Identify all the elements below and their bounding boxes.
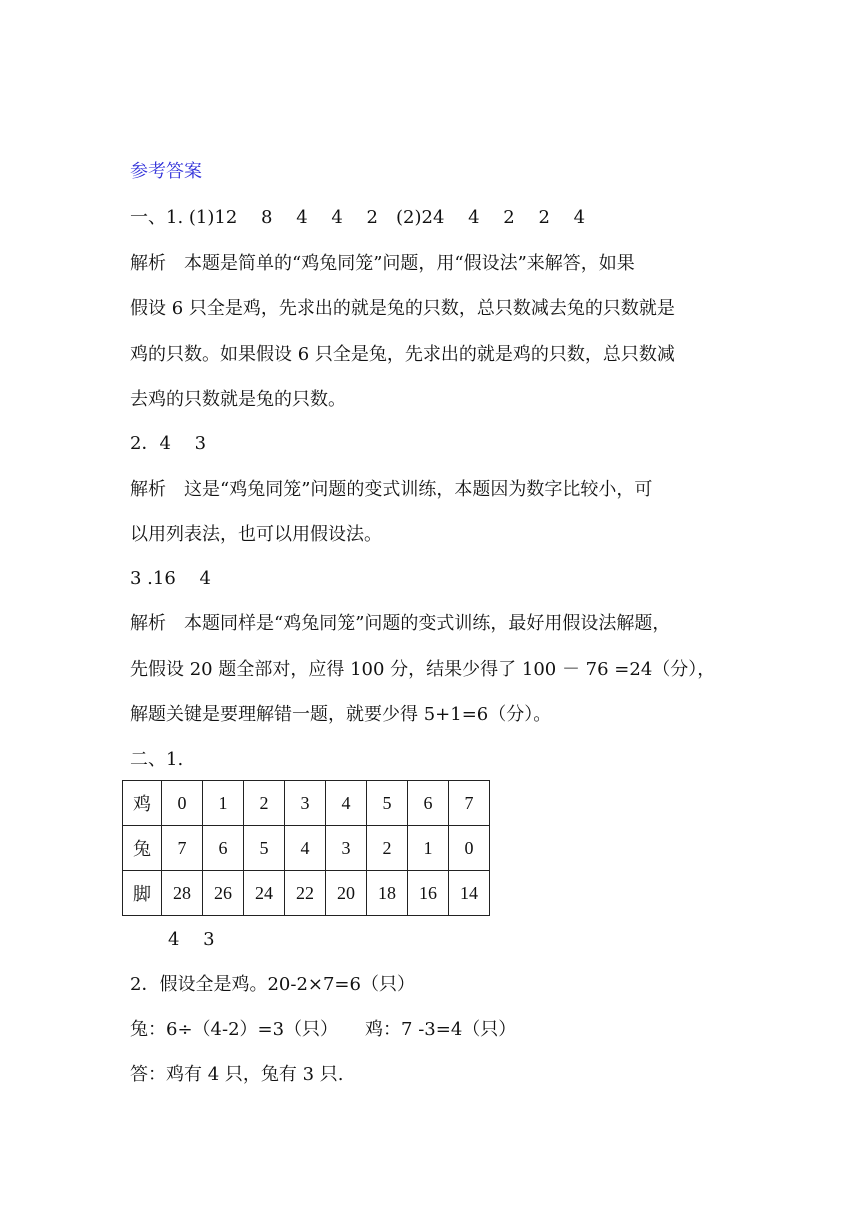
table-cell: 20 <box>326 871 367 916</box>
chicken-rabbit-table <box>122 780 490 916</box>
table-cell: 0 <box>162 781 203 826</box>
q3-analysis-line: 解题关键是要理解错一题，就要少得 5+1=6（分）。 <box>130 704 552 725</box>
q2-answer: 2．4 3 <box>130 433 207 454</box>
table-answer: 4 3 <box>168 929 215 950</box>
table-row <box>123 781 490 826</box>
table-cell: 6 <box>203 826 244 871</box>
page-title: 参考答案 <box>130 161 202 182</box>
q1-analysis-line: 假设 6 只全是鸡，先求出的就是兔的只数，总只数减去兔的只数就是 <box>130 298 675 319</box>
q1-analysis-line: 去鸡的只数就是兔的只数。 <box>130 389 346 410</box>
q3-answer: 3 .16 4 <box>130 568 211 589</box>
row-label: 脚 <box>123 871 162 916</box>
table-row <box>123 826 490 871</box>
q3-analysis-line: 先假设 20 题全部对，应得 100 分，结果少得了 100 － 76 =24（分）， <box>130 659 716 680</box>
table-cell: 16 <box>408 871 449 916</box>
row-label: 兔 <box>123 826 162 871</box>
table-cell: 4 <box>326 781 367 826</box>
table-cell: 14 <box>449 871 490 916</box>
table-cell: 3 <box>285 781 326 826</box>
table-cell: 28 <box>162 871 203 916</box>
q2-analysis-line: 以用列表法，也可以用假设法。 <box>130 524 382 545</box>
table-cell: 7 <box>449 781 490 826</box>
table-cell: 5 <box>244 826 285 871</box>
table-cell: 0 <box>449 826 490 871</box>
q2-conclusion: 答：鸡有 4 只，兔有 3 只. <box>130 1064 344 1085</box>
table-cell: 1 <box>203 781 244 826</box>
table-cell: 22 <box>285 871 326 916</box>
table-cell: 18 <box>367 871 408 916</box>
table-cell: 2 <box>244 781 285 826</box>
table-cell: 24 <box>244 871 285 916</box>
q2-solution-line: 2．假设全是鸡。20-2×7=6（只） <box>130 974 415 995</box>
table-row <box>123 871 490 916</box>
table-cell: 26 <box>203 871 244 916</box>
q1-analysis-line: 鸡的只数。如果假设 6 只全是兔，先求出的就是鸡的只数，总只数减 <box>130 344 675 365</box>
q1-answer: 一、1. (1)12 8 4 4 2 (2)24 4 2 2 4 <box>130 207 586 228</box>
table-cell: 3 <box>326 826 367 871</box>
table-cell: 1 <box>408 826 449 871</box>
table-cell: 6 <box>408 781 449 826</box>
section2-heading: 二、1. <box>130 749 184 770</box>
q1-analysis-line: 解析 本题是简单的“鸡兔同笼”问题，用“假设法”来解答，如果 <box>130 253 635 274</box>
q2-analysis-line: 解析 这是“鸡兔同笼”问题的变式训练，本题因为数字比较小，可 <box>130 479 653 500</box>
table-cell: 2 <box>367 826 408 871</box>
row-label: 鸡 <box>123 781 162 826</box>
table-cell: 4 <box>285 826 326 871</box>
table-cell: 5 <box>367 781 408 826</box>
q2-solution-line: 兔：6÷（4-2）=3（只） 鸡：7 -3=4（只） <box>130 1019 517 1040</box>
q3-analysis-line: 解析 本题同样是“鸡兔同笼”问题的变式训练，最好用假设法解题， <box>130 613 671 634</box>
table-cell: 7 <box>162 826 203 871</box>
